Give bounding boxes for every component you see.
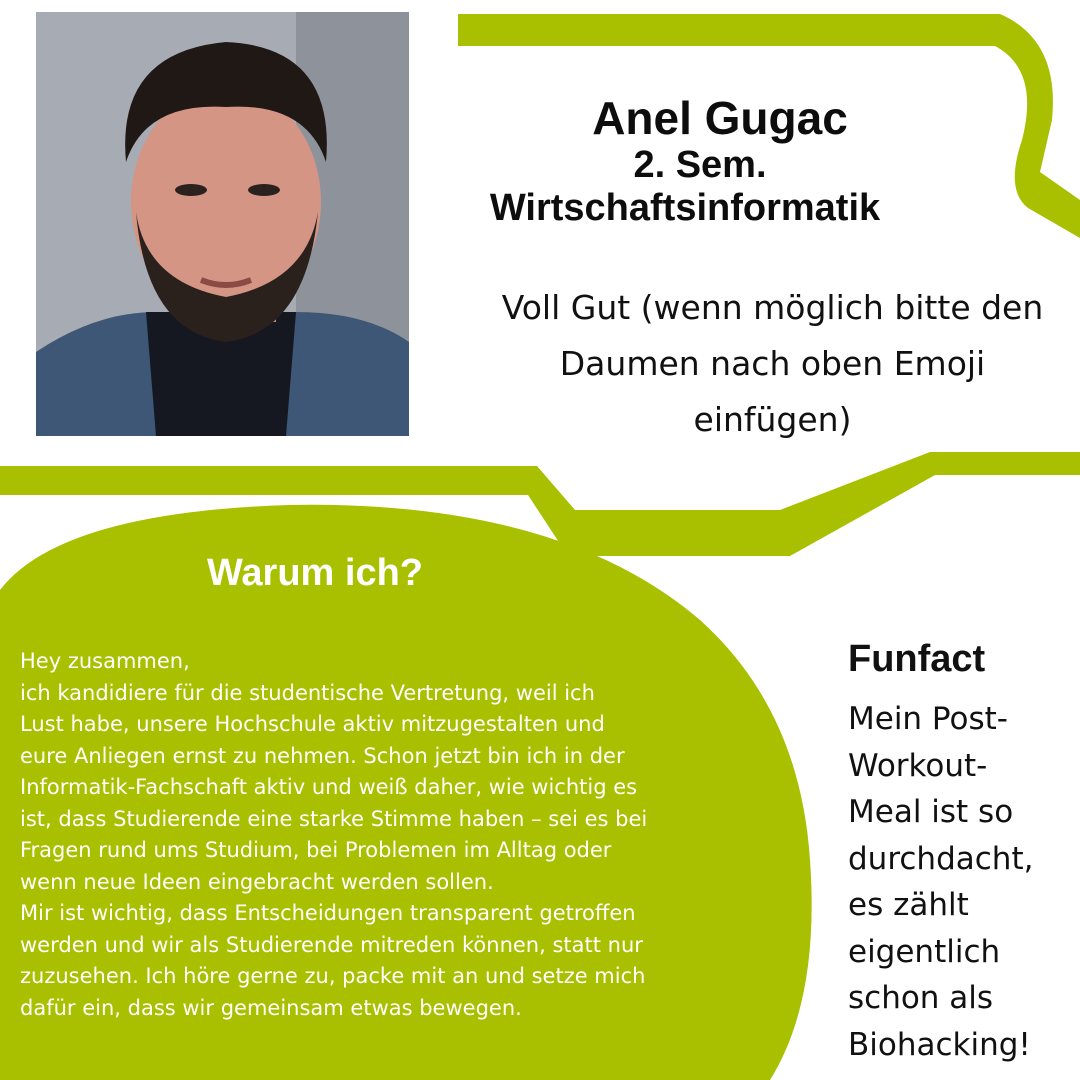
why-title: Warum ich?: [206, 552, 424, 594]
funfact-text: Mein Post- Workout- Meal ist so durchdacht, es zählt eigentlich schon als Biohacking!: [848, 701, 1034, 1063]
funfact-title: Funfact: [848, 638, 986, 680]
profile-header: [440, 92, 1020, 230]
profile-name: Anel Gugac: [592, 92, 848, 144]
why-text: Hey zusammen, ich kandidiere für die studentische Vertretung, weil ich Lust habe, unsere Hochschule aktiv mitzugestalten und eure Anliegen ernst zu nehmen. Schon jetzt bin ich in der Informatik-Fachschaft aktiv und weiß daher, wie wichtig es ist, dass Studierende eine starke Stimme haben – sei es bei Fragen rund ums Studium, bei Problemen im Alltag oder wenn neue Ideen eingebracht werden sollen. Mir ist wichtig, dass Entscheidungen transparent getroffen werden und wir als Studierende mitreden können, statt nur zuzusehen. Ich höre gerne zu, packe mit an und setze mich dafür ein, dass wir gemeinsam etwas bewegen.: [20, 649, 648, 1020]
vote-note: Voll Gut (wenn möglich bitte den Daumen nach oben Emoji einfügen): [501, 288, 1044, 439]
profile-semester: 2. Sem.: [633, 144, 767, 186]
profile-program: Wirtschaftsinformatik: [489, 187, 881, 229]
